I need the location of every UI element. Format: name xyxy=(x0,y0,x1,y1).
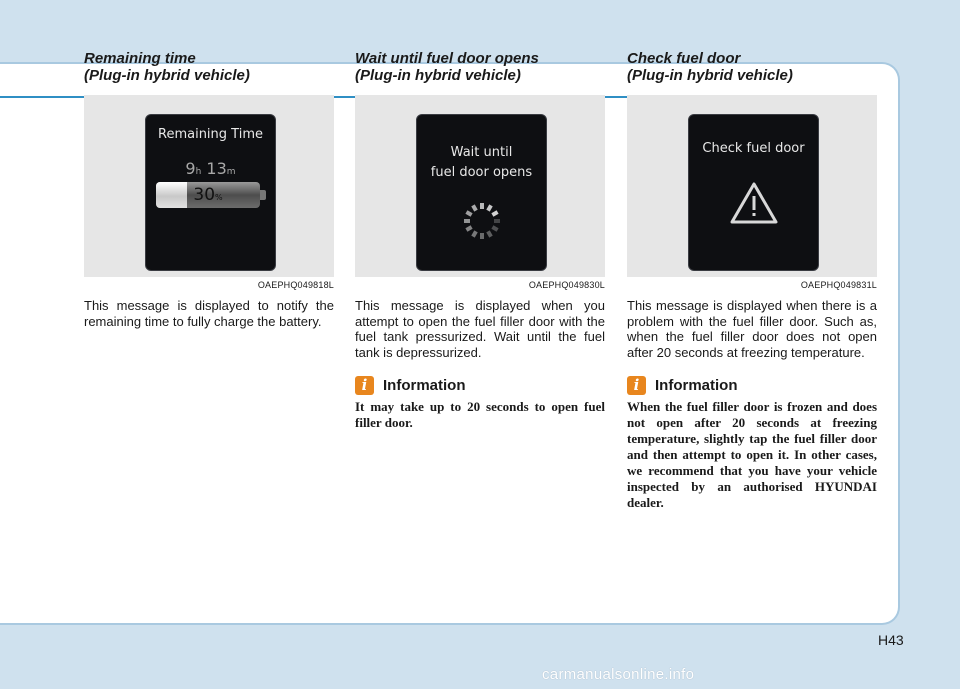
page-number: H43 xyxy=(878,632,904,648)
screen-title: Check fuel door xyxy=(702,141,805,156)
section-heading: Remaining time (Plug-in hybrid vehicle) xyxy=(84,50,250,84)
warning-triangle-icon xyxy=(729,181,779,225)
information-header xyxy=(355,376,605,395)
information-icon: i xyxy=(627,376,646,395)
information-title: Information xyxy=(655,377,738,394)
battery-percent: 30% xyxy=(193,185,223,205)
information-text: When the fuel filler door is frozen and does not open after 20 seconds at freezing temperature, slightly tap the fuel filler door and then attempt to open it. In other cases, we recommend that you have your vehicle inspected by an authorised HYUNDAI dealer. xyxy=(627,399,877,510)
spinner-segment xyxy=(488,231,491,236)
body-text: This message is displayed when there is a problem with the fuel filler door. Such as, when the fuel filler door does not open after 20 seconds at freezing temperature. xyxy=(627,298,877,360)
cluster-figure xyxy=(355,95,605,277)
screen-title: Wait until fuel door opens xyxy=(430,145,533,180)
section-heading: Wait until fuel door opens (Plug-in hybrid vehicle) xyxy=(355,50,539,84)
figure-code: OAEPHQ049830L xyxy=(528,280,605,290)
section-heading: Check fuel door (Plug-in hybrid vehicle) xyxy=(627,50,793,84)
spinner-segment xyxy=(488,205,491,210)
remaining-time-readout: 9h 13m xyxy=(185,159,236,178)
loading-spinner-icon xyxy=(460,199,504,243)
column-wait-fuel-door xyxy=(355,50,605,431)
body-text: This message is displayed to notify the remaining time to fully charge the battery. xyxy=(84,298,334,329)
watermark-text: carmanualsonline.info xyxy=(542,666,695,683)
figure-code: OAEPHQ049818L xyxy=(257,280,334,290)
information-header xyxy=(627,376,877,395)
cluster-figure xyxy=(627,95,877,277)
figure-code: OAEPHQ049831L xyxy=(800,280,877,290)
spinner-segment xyxy=(466,227,471,230)
information-icon: i xyxy=(355,376,374,395)
column-remaining-time xyxy=(84,50,334,329)
battery-terminal-icon xyxy=(260,190,266,200)
screen-title: Remaining Time xyxy=(158,127,263,142)
body-text: This message is displayed when you attempt to open the fuel filler door with the fuel tank pressurized. Wait until the fuel tank is depressurized. xyxy=(355,298,605,360)
spinner-segment xyxy=(466,212,471,215)
cluster-screen xyxy=(145,114,276,271)
spinner-segment xyxy=(473,205,476,210)
cluster-figure xyxy=(84,95,334,277)
spinner-segment xyxy=(492,227,497,230)
cluster-screen xyxy=(416,114,547,271)
spinner-segment xyxy=(473,231,476,236)
information-title: Information xyxy=(383,377,466,394)
column-check-fuel-door xyxy=(627,50,877,511)
cluster-screen xyxy=(688,114,819,271)
information-text: It may take up to 20 seconds to open fuel filler door. xyxy=(355,399,605,430)
spinner-segment xyxy=(492,212,497,215)
